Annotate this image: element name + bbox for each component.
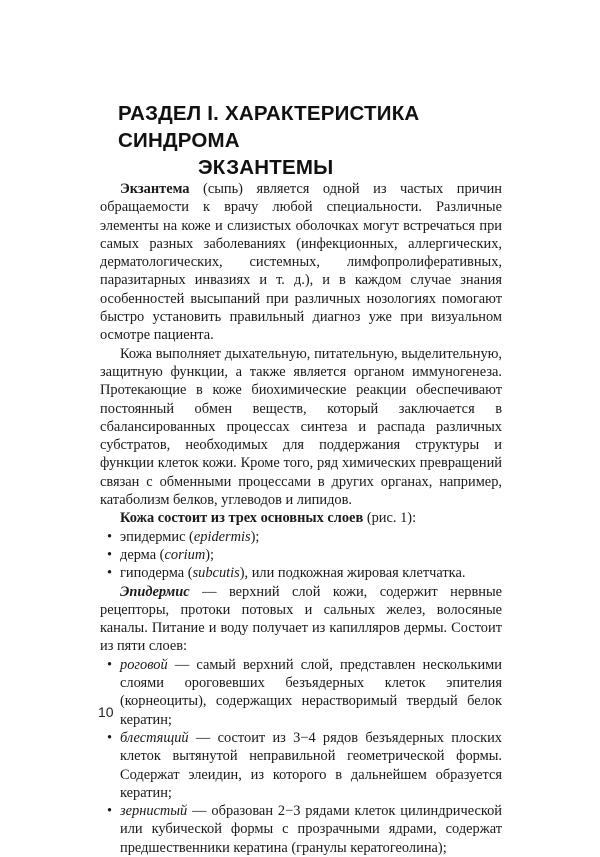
layer-name: гиподерма ( — [120, 565, 193, 582]
layer-latin: corium — [164, 546, 206, 563]
epidermis-layer-text: — самый верхний слой, представлен несколькими слоями ороговевших безъядерных клеток эпителия (корнеоциты), содержащих нерастворимый твердый белок кератин; — [120, 656, 502, 728]
skin-layers-ref: (рис. 1): — [363, 510, 417, 527]
list-item — [100, 564, 502, 582]
layer-latin: subcutis — [192, 565, 240, 582]
list-item — [100, 656, 502, 729]
list-item — [100, 729, 502, 802]
section-heading — [118, 100, 518, 181]
epidermis-layer-text: — образован 2−3 рядами клеток цилиндрической или кубической формы с прозрачными ядрами, содержат предшественники кератина (гранулы кератогеолина); — [120, 803, 502, 856]
layer-end: ), или подкожная жировая клетчатка. — [239, 565, 466, 582]
layer-latin: epidermis — [193, 528, 251, 545]
epidermis-layers-list — [100, 656, 502, 857]
epidermis-layer-name: блестящий — [120, 729, 189, 746]
page-number: 10 — [98, 704, 114, 720]
layer-name: дерма ( — [120, 546, 165, 563]
paragraph-exanthema-text: (сыпь) является одной из частых причин обращаемости к врачу любой специальности. Различные элементы на коже и слизистых оболочках могут встречаться при самых разных заболеваниях (инфекционных, аллергических, дерматологических, системных, лимфопролиферативных, паразитарных инвазиях и т. д.), и в каждом случае знания особенностей высыпаний при различных нозологиях помогают быстро установить правильный диагноз уже при визуальном осмотре пациента. — [100, 181, 502, 344]
epidermis-layer-name: роговой — [120, 656, 168, 673]
paragraph-epidermis-text: — верхний слой кожи, содержит нервные рецепторы, протоки потовых и сальных желез, волосяные каналы. Питание и воду получает из капилляров дермы. Состоит из пяти слоев: — [100, 583, 502, 655]
paragraph-skin-functions-text: Кожа выполняет дыхательную, питательную, выделительную, защитную функции, а также является органом иммуногенеза. Протекающие в коже биохимические реакции обеспечивают постоянный обмен веществ, который заключается в сбалансированных процессах синтеза и распада различных субстратов, необходимых для поддержания структуры и функции клеток кожи. Кроме того, ряд химических превращений связан с обменными процессами в других органах, например, катаболизм белков, углеводов и липидов. — [100, 345, 502, 509]
term-exanthema: Экзантема — [120, 181, 190, 197]
body-text — [100, 180, 502, 857]
skin-layers-lead: Кожа состоит из трех основных слоев — [120, 510, 364, 527]
term-epidermis: Эпидермис — [120, 583, 190, 600]
epidermis-layer-text: — состоит из 3−4 рядов безъядерных плоских клеток вытянутой неправильной геометрической формы. Содержат элеидин, из которого в дальнейшем образуется кератин; — [120, 729, 502, 801]
list-item — [100, 546, 502, 564]
paragraph-exanthema — [100, 180, 502, 345]
list-item — [100, 802, 502, 857]
epidermis-layer-name: зернистый — [120, 803, 188, 820]
section-heading-line1: РАЗДЕЛ I. ХАРАКТЕРИСТИКА СИНДРОМА — [118, 102, 420, 152]
layer-end: ); — [205, 546, 215, 563]
layer-name: эпидермис ( — [120, 528, 194, 545]
paragraph-skin-layers — [100, 509, 502, 527]
paragraph-epidermis — [100, 583, 502, 656]
section-heading-line2: ЭКЗАНТЕМЫ — [198, 156, 334, 179]
list-item — [100, 528, 502, 546]
skin-layers-list — [100, 528, 502, 583]
paragraph-skin-functions — [100, 345, 502, 510]
layer-end: ); — [250, 528, 260, 545]
